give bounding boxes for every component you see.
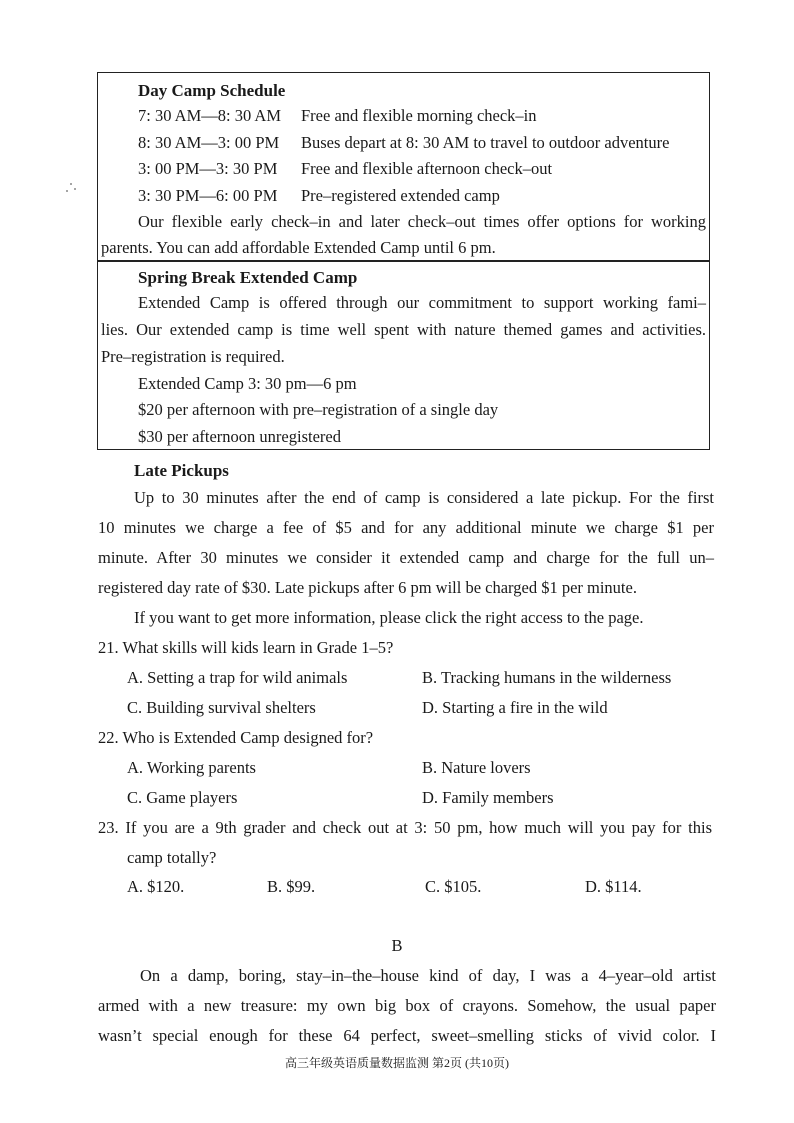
question-stem: camp totally? xyxy=(127,848,217,867)
late-para-line: registered day rate of $30. Late pickups after 6 pm will be charged $1 per minute. xyxy=(98,578,637,597)
late-title: Late Pickups xyxy=(134,461,229,480)
answer-option: A. Setting a trap for wild animals xyxy=(127,668,348,687)
answer-option: D. $114. xyxy=(585,877,642,896)
schedule-row-desc: Pre–registered extended camp xyxy=(301,186,500,205)
extended-hours: Extended Camp 3: 30 pm—6 pm xyxy=(138,374,357,393)
extended-para-line: lies. Our extended camp is time well spent with nature themed games and activities. xyxy=(101,320,706,339)
schedule-title: Day Camp Schedule xyxy=(138,81,286,100)
schedule-row-time: 7: 30 AM—8: 30 AM xyxy=(138,106,282,125)
scan-speck xyxy=(66,190,68,192)
schedule-row-time: 3: 30 PM—6: 00 PM xyxy=(138,186,278,205)
late-para-line: minute. After 30 minutes we consider it extended camp and charge for the full un– xyxy=(98,548,714,567)
schedule-row-desc: Buses depart at 8: 30 AM to travel to outdoor adventure xyxy=(301,133,670,152)
answer-option: A. $120. xyxy=(127,877,185,896)
passage-line: wasn’t special enough for these 64 perfect, sweet–smelling sticks of vivid color. I xyxy=(98,1026,716,1045)
extended-para-line: Pre–registration is required. xyxy=(101,347,285,366)
scan-speck xyxy=(70,183,72,185)
answer-option: C. Game players xyxy=(127,788,238,807)
answer-option: B. Nature lovers xyxy=(422,758,531,777)
answer-option: C. $105. xyxy=(425,877,482,896)
scan-speck xyxy=(74,188,76,190)
question-stem: 21. What skills will kids learn in Grade 1–5? xyxy=(98,638,394,657)
schedule-row-time: 8: 30 AM—3: 00 PM xyxy=(138,133,280,152)
passage-line: On a damp, boring, stay–in–the–house kind of day, I was a 4–year–old artist xyxy=(140,966,716,985)
extended-price: $20 per afternoon with pre–registration of a single day xyxy=(138,400,499,419)
extended-para-line: Extended Camp is offered through our commitment to support working fami– xyxy=(138,293,706,312)
more-info: If you want to get more information, please click the right access to the page. xyxy=(134,608,644,627)
schedule-note-line: Our flexible early check–in and later check–out times offer options for working xyxy=(138,212,706,231)
extended-price: $30 per afternoon unregistered xyxy=(138,427,341,446)
answer-option: D. Starting a fire in the wild xyxy=(422,698,608,717)
answer-option: D. Family members xyxy=(422,788,554,807)
answer-option: C. Building survival shelters xyxy=(127,698,316,717)
answer-option: B. $99. xyxy=(267,877,316,896)
late-para-line: 10 minutes we charge a fee of $5 and for any additional minute we charge $1 per xyxy=(98,518,714,537)
schedule-row-desc: Free and flexible morning check–in xyxy=(301,106,537,125)
answer-option: B. Tracking humans in the wilderness xyxy=(422,668,672,687)
page-footer: 高三年级英语质量数据监测 第2页 (共10页) xyxy=(285,1056,509,1070)
schedule-row-time: 3: 00 PM—3: 30 PM xyxy=(138,159,278,178)
question-stem: 23. If you are a 9th grader and check out at 3: 50 pm, how much will you pay for this xyxy=(98,818,712,837)
passage-line: armed with a new treasure: my own big box of crayons. Somehow, the usual paper xyxy=(98,996,716,1015)
schedule-note-line: parents. You can add affordable Extended Camp until 6 pm. xyxy=(101,238,496,257)
section-label: B xyxy=(391,936,403,955)
schedule-row-desc: Free and flexible afternoon check–out xyxy=(301,159,553,178)
extended-title: Spring Break Extended Camp xyxy=(138,268,358,287)
answer-option: A. Working parents xyxy=(127,758,256,777)
late-para-line: Up to 30 minutes after the end of camp is considered a late pickup. For the first xyxy=(134,488,714,507)
question-stem: 22. Who is Extended Camp designed for? xyxy=(98,728,374,747)
